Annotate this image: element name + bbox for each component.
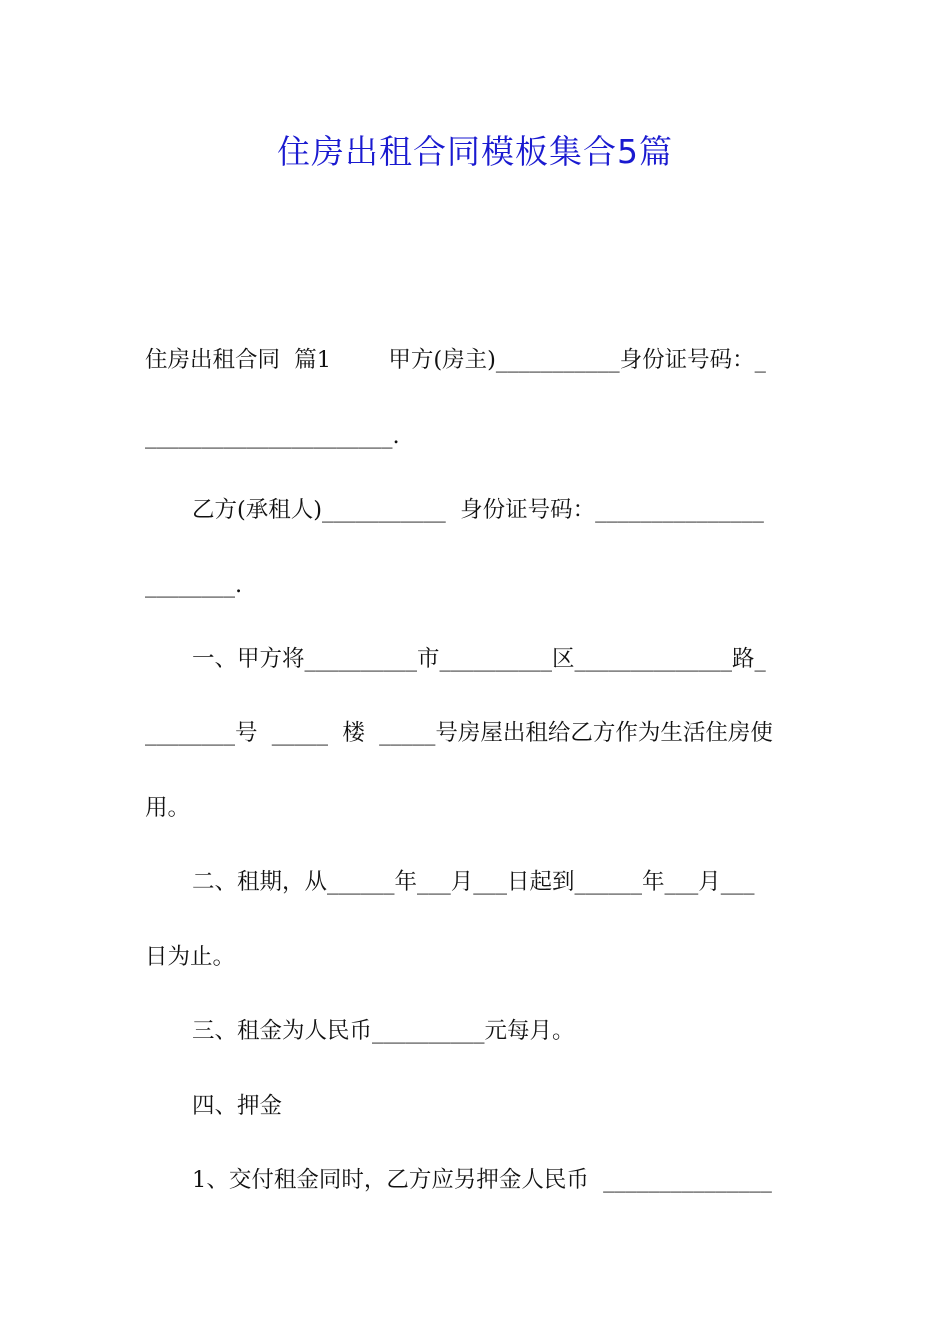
clause-1-house-line: ________号 _____ 楼 _____号房屋出租给乙方作为生活住房使 — [145, 720, 773, 746]
clause-4-item-1-line: 1、交付租金同时，乙方应另押金人民币 _______________ — [192, 1167, 772, 1193]
clause-1-end-line: 用。 — [145, 795, 191, 821]
document-title: 住房出租合同模板集合5篇 — [277, 132, 673, 171]
party-a-id-continuation-line: ______________________. — [145, 423, 400, 449]
contract-heading-party-a-line: 住房出租合同 篇1 甲方(房主)___________身份证号码：_ — [145, 347, 766, 373]
party-b-id-continuation-line: ________. — [145, 572, 243, 598]
clause-2-end-line: 日为止。 — [145, 944, 236, 970]
clause-3-rent-line: 三、租金为人民币__________元每月。 — [192, 1018, 575, 1044]
party-b-line: 乙方(承租人)___________ 身份证号码：_______________ — [192, 497, 764, 523]
clause-4-deposit-heading: 四、押金 — [192, 1093, 283, 1119]
clause-2-lease-term-line: 二、租期，从______年___月___日起到______年___月___ — [192, 869, 755, 895]
clause-1-address-line: 一、甲方将__________市__________区______________路_ — [192, 646, 766, 672]
